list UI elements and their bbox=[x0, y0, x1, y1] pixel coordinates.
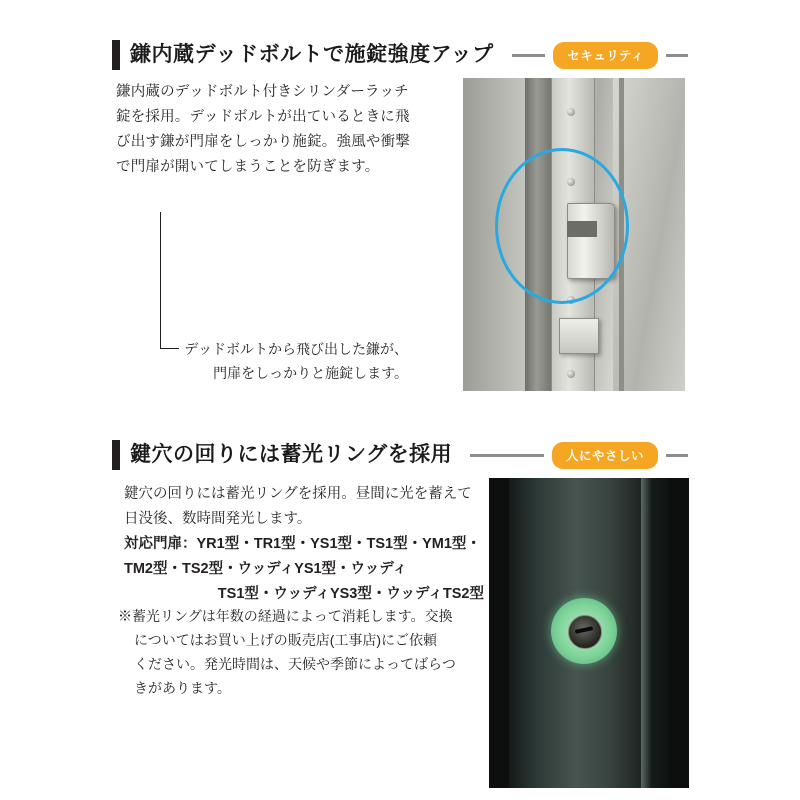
heading-accent-bar bbox=[112, 40, 120, 70]
heading-rule-after bbox=[666, 54, 688, 57]
highlight-ellipse bbox=[495, 148, 629, 304]
compatible-models-label: 対応門扉： bbox=[124, 536, 197, 552]
heading-accent-bar bbox=[112, 440, 120, 470]
keyhole-graphic bbox=[568, 615, 602, 649]
photo-screw bbox=[567, 370, 575, 378]
note-line-2: についてはお買い上げの販売店(工事店)にご依頼 bbox=[134, 632, 438, 649]
section-title-deadbolt: 鎌内蔵デッドボルトで施錠強度アップ bbox=[130, 43, 494, 66]
photo-post-edge bbox=[641, 478, 651, 788]
compatible-models-line3: TS1型・ウッディYS3型・ウッディTS2型 bbox=[217, 585, 484, 602]
photo-deadbolt-block bbox=[559, 318, 599, 354]
section-heading-deadbolt bbox=[112, 38, 688, 72]
compatible-models-line1: YR1型・TR1型・YS1型・TS1型・YM1型・ bbox=[196, 536, 481, 552]
note-line-3: ください。発光時間は、天候や季節によってばらつ bbox=[134, 656, 456, 673]
heading-rule bbox=[512, 54, 546, 57]
compatible-models-line2: TM2型・TS2型・ウッディYS1型・ウッディ bbox=[124, 560, 408, 577]
luminous-note-block bbox=[118, 604, 484, 700]
photo-screw bbox=[567, 108, 575, 116]
section-body-deadbolt: 鎌内蔵のデッドボルト付きシリンダーラッチ錠を採用。デッドボルトが出ているときに飛び出す鎌が門扉をしっかり施錠。強風や衝撃で門扉が開いてしまうことを防ぎます。 bbox=[116, 84, 410, 175]
heading-rule-after bbox=[666, 454, 688, 457]
badge-security: セキュリティ bbox=[553, 42, 658, 69]
photo-deadbolt bbox=[463, 78, 685, 391]
heading-rule bbox=[470, 454, 544, 457]
note-line-1: ※蓄光リングは年数の経過によって消耗します。交換 bbox=[118, 608, 453, 624]
caption-leader-line bbox=[160, 212, 179, 349]
badge-people-friendly: 人にやさしい bbox=[552, 442, 658, 469]
note-line-4: きがあります。 bbox=[134, 680, 231, 697]
section-title-luminous: 鍵穴の回りには蓄光リングを採用 bbox=[130, 443, 453, 466]
photo-luminous-ring bbox=[489, 478, 689, 788]
section-heading-luminous bbox=[112, 438, 688, 472]
caption-deadbolt: デッドボルトから飛び出した鎌が、門扉をしっかりと施錠します。 bbox=[184, 341, 408, 381]
section-body-luminous: 鍵穴の回りには蓄光リングを採用。昼間に光を蓄えて日没後、数時間発光します。 bbox=[124, 486, 472, 527]
compatible-models-block bbox=[124, 532, 484, 607]
